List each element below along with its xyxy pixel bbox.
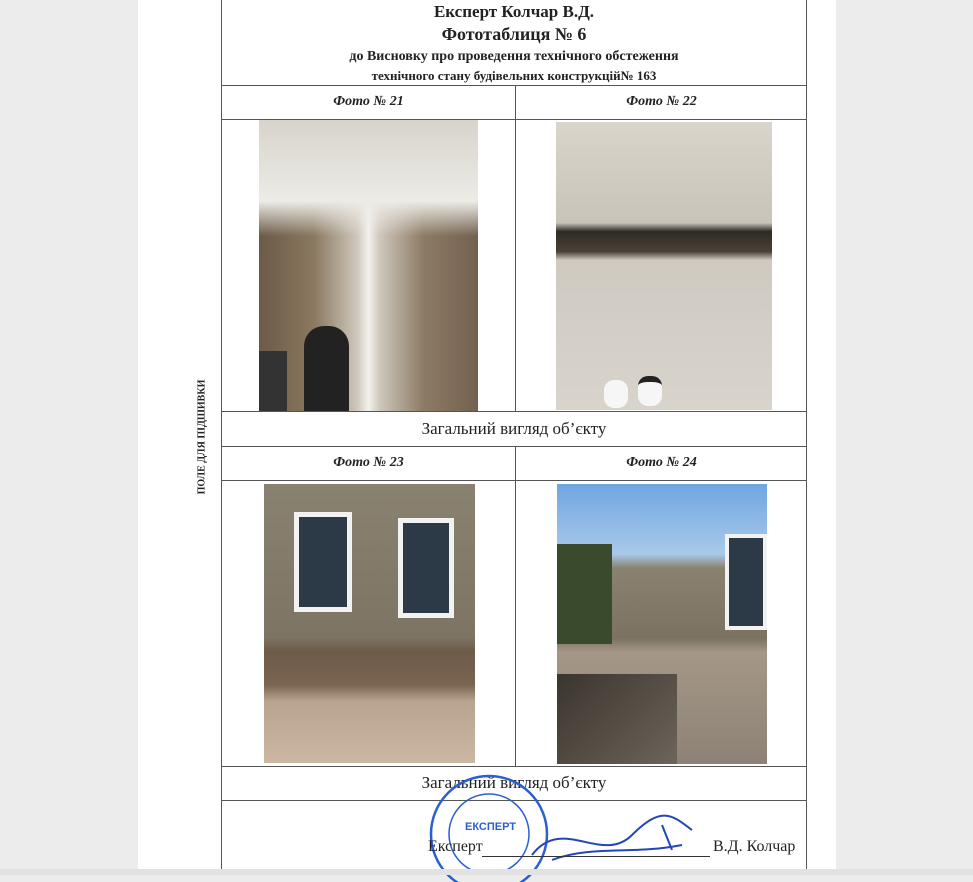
photo-label: Фото № 22 — [626, 94, 697, 109]
photo-label: Фото № 21 — [333, 94, 404, 109]
signature-name: В.Д. Колчар — [713, 838, 796, 855]
header-title: Фототаблиця № 6 — [441, 24, 587, 44]
binding-margin-label: ПОЛЕ ДЛЯ ПІДШИВКИ — [196, 379, 208, 495]
photo-21-corridor — [259, 120, 478, 411]
signature — [522, 805, 702, 875]
document-page — [138, 0, 836, 875]
header-subtitle-2: технічного стану будівельних конструкцій№ 163 — [371, 68, 657, 83]
photo-label: Фото № 23 — [333, 455, 404, 470]
photo-24-building-side — [557, 484, 767, 764]
photo-caption: Загальний вигляд об’єкту — [421, 419, 607, 438]
signature-label-expert: Експерт — [428, 838, 483, 855]
horizontal-scrollbar[interactable] — [0, 869, 973, 875]
photo-22-floor — [556, 122, 772, 410]
header-expert: Експерт Колчар В.Д. — [433, 2, 595, 21]
header-subtitle: до Висновку про проведення технічного обстеження — [349, 49, 679, 64]
photo-label: Фото № 24 — [626, 455, 697, 470]
photo-table — [221, 0, 807, 875]
photo-caption: Загальний вигляд об’єкту — [421, 773, 607, 792]
svg-text:ЕКСПЕРТ: ЕКСПЕРТ — [465, 821, 517, 833]
photo-23-facade — [264, 484, 475, 763]
